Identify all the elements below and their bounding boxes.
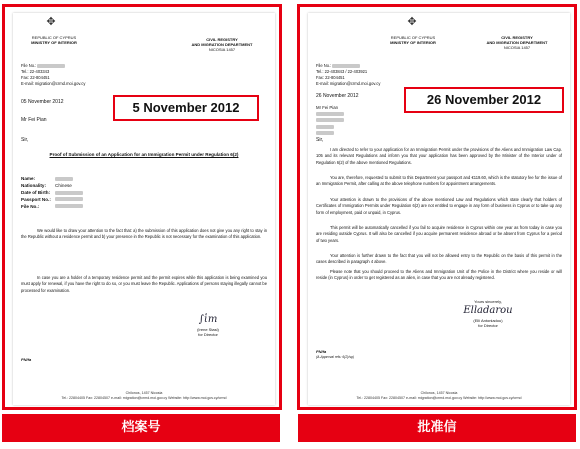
pn-code: PN/fa <box>316 349 327 354</box>
redacted-passport <box>55 197 83 201</box>
reference-block <box>316 63 380 88</box>
footer-address: Chilonos, 1457 Nicosia <box>125 390 163 395</box>
department-line-2: AND MIGRATION DEPARTMENT <box>486 40 548 46</box>
paragraph-3: Your attention is drawn to the provisions of the above mentioned Law and Regulations which state clearly that holders of Certificates of Immigration Permits under Regulation 6(2) are not entitled to engage in any form of business in Cyprus or to take up any form of employment, paid or unpaid, in Cyprus. <box>316 197 562 215</box>
redacted-file <box>55 204 83 208</box>
letter-title <box>21 151 267 158</box>
address-block <box>316 105 344 136</box>
paragraph-5: Your attention is further drawn to the fact that you will not be allowed entry to the Republic on the basis of this permit in the cases described in paragraph 4 above. <box>316 253 562 265</box>
dob-label: Date of Birth: <box>21 189 51 195</box>
proof-of-submission-panel <box>2 4 282 410</box>
proof-of-submission-letter <box>13 13 275 405</box>
signatory-role: for Director <box>478 323 498 329</box>
title-text: Proof of Submission of an Application for an Immigration Permit under Regulation 6(2) <box>49 152 239 157</box>
letter-date: 26 November 2012 <box>316 93 359 99</box>
footer-address: Chilonos, 1457 Nicosia <box>420 390 458 395</box>
name-label: Name: <box>21 176 36 181</box>
closing: Yours sincerely, <box>474 299 502 304</box>
letter-date: 05 November 2012 <box>21 99 64 105</box>
letter-footer <box>308 391 570 401</box>
signatory-name: (Elli Antoniadou) <box>473 317 503 323</box>
coat-of-arms-icon: ✥ <box>46 16 56 28</box>
email-line: E-mail: migration@crmd.moi.gov.cy <box>316 81 381 87</box>
telephone-line: Tel.: 22-403343 <box>21 69 50 75</box>
nationality-value: Chinese <box>55 182 72 188</box>
file-no-label: File No.: <box>21 63 37 68</box>
redacted-file-number <box>37 64 65 68</box>
email-line: E-mail: migration@crmd.moi.gov.cy <box>21 81 86 87</box>
file-label: File No.: <box>21 203 40 209</box>
letterhead-left <box>378 35 448 45</box>
signatory-name: (Irene Stasi) <box>197 326 219 332</box>
salutation: Sir, <box>316 137 324 143</box>
reference-block <box>21 63 85 88</box>
paragraph-6: Please note that you should proceed to the Aliens and Immigration Unit of the Police in the District where you reside or will reside (in Cyprus) in order to get registered as an alien, in case that you are not already registered. <box>316 269 562 281</box>
signature-mark: Elladarou <box>463 305 513 317</box>
paragraph-2: You are, therefore, requested to submit to this Department your passport and €119.60, which is the statutory fee for the issue of an Immigration Permit, after calling at the above telephone numbers for appointment arrangements. <box>316 175 562 187</box>
file-no-label: File No.: <box>316 63 332 68</box>
redacted-dob <box>55 191 83 195</box>
paragraph-4: This permit will be automatically cancelled if you fail to acquire residence in Cyprus within one year as from today in case you are residing outside Cyprus. It will also be cancelled if you acquire permanent residence abroad or be absent from Cyprus for a period of two years. <box>316 225 562 243</box>
approval-letter <box>308 13 570 405</box>
redacted-name <box>55 177 73 181</box>
addressee: Mr Fei Pian <box>21 117 47 123</box>
letterhead-right <box>177 37 267 53</box>
applicant-fields <box>21 176 267 210</box>
redacted-address-3 <box>316 125 334 129</box>
paragraph-1-text: I am directed to refer to your application for an Immigration Permit under the provisions of the Aliens and Immigration Law Cap. 105 and its relevant Regulations and inform you that your application has been approved by the Minister of the Interior under of Regulation 6(2) of the above mentioned Regulations. <box>316 147 562 165</box>
ministry-name: MINISTRY OF INTERIOR <box>31 40 77 46</box>
reference-initials <box>316 349 354 360</box>
passport-label: Passport No.: <box>21 196 51 202</box>
footer-contacts: Tel.: 22804405 Fax: 22804507 e-mail: migration@crmd.moi.gov.cy Website: http://www.moi.gov.cy/crmd <box>356 395 522 400</box>
reference-initials: PN/fa <box>21 357 32 362</box>
signature-mark: ∫ἱm <box>198 314 218 325</box>
approval-letter-caption: 批准信 <box>298 414 576 442</box>
paragraph-2: In case you are a holder of a temporary residence permit and the permit expires while this application is being examined you must apply for renewal, if you have the right to do so, or you must leave the Republic. Applications of persons staying illegally cannot be processed for examination. <box>21 275 267 293</box>
telephone-line: Tel.: 22-403843 / 22-403921 <box>316 69 368 75</box>
redacted-address-4 <box>316 131 334 135</box>
date-callout: 5 November 2012 <box>113 95 259 121</box>
department-line-2: AND MIGRATION DEPARTMENT <box>191 42 253 48</box>
fax-line: Fax: 22-804451 <box>21 75 50 81</box>
paragraph-1: We would like to draw your attention to the fact that: a) the submission of this application does not give you any right to stay in the Republic without a residence permit and b) your presence in the Republic is not necessary for the examination of this application. <box>21 228 267 240</box>
paragraph-1 <box>316 147 562 166</box>
redacted-file-number <box>332 64 360 68</box>
nationality-label: Nationality: <box>21 182 47 188</box>
footer-contacts: Tel.: 22804405 Fax: 22804507 e-mail: migration@crmd.moi.gov.cy Website: http://www.moi.gov.cy/crmd <box>61 395 227 400</box>
addressee: Mr Fei Pian <box>316 105 338 110</box>
fax-line: Fax: 22-804451 <box>316 75 345 81</box>
date-callout: 26 November 2012 <box>404 87 564 113</box>
republic-name: REPUBLIC OF CYPRUS <box>31 35 77 40</box>
department-line-1: CIVIL REGISTRY <box>206 37 238 42</box>
signatory-role: for Director <box>198 331 218 337</box>
file-number-caption: 档案号 <box>2 414 280 442</box>
approval-letter-panel <box>297 4 577 410</box>
coat-of-arms-icon: ✥ <box>407 16 417 28</box>
department-city: NICOSIA 1457 <box>503 45 531 51</box>
republic-name: REPUBLIC OF CYPRUS <box>390 35 436 40</box>
ministry-name: MINISTRY OF INTERIOR <box>390 40 436 46</box>
salutation: Sir, <box>21 137 29 143</box>
department-line-1: CIVIL REGISTRY <box>501 35 533 40</box>
redacted-address-2 <box>316 118 344 122</box>
redacted-address-1 <box>316 112 344 116</box>
department-city: NICOSIA 1457 <box>208 47 236 53</box>
letter-footer <box>13 391 275 401</box>
letterhead-right <box>472 35 562 51</box>
signature-block <box>173 313 243 337</box>
pn-subreference: (A-Approval refs: 6(2)/sp) <box>316 354 355 359</box>
letterhead-left <box>19 35 89 45</box>
signature-block <box>448 299 528 329</box>
